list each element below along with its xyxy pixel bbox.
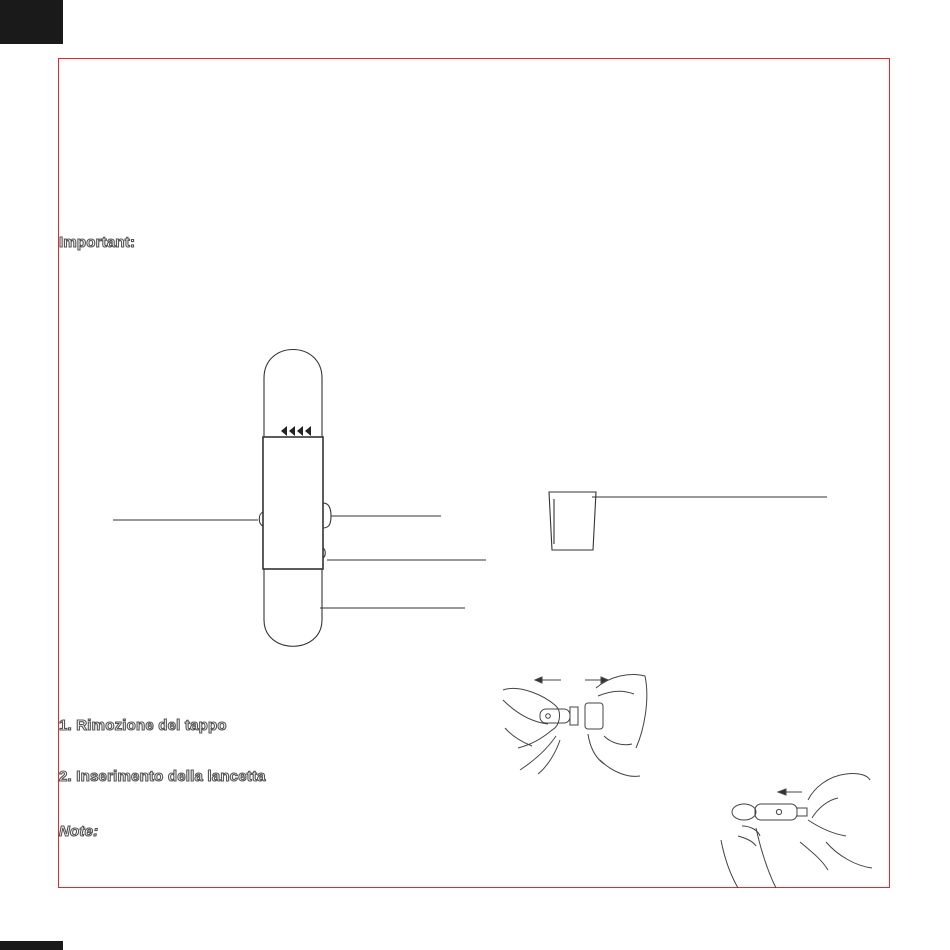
step2-heading: 2. Inserimento della lancetta bbox=[59, 768, 266, 785]
important-heading: Important: bbox=[59, 234, 136, 251]
cap-illustration bbox=[549, 492, 596, 550]
lancing-device-illustration bbox=[259, 350, 331, 647]
hands-removing-cap-illustration bbox=[503, 675, 647, 777]
leader-lines bbox=[113, 497, 827, 608]
step1-heading: 1. Rimozione del tappo bbox=[59, 717, 227, 734]
note-heading: Note: bbox=[59, 823, 99, 840]
hands-inserting-lancet-illustration bbox=[721, 773, 872, 888]
device-mark bbox=[282, 423, 312, 439]
